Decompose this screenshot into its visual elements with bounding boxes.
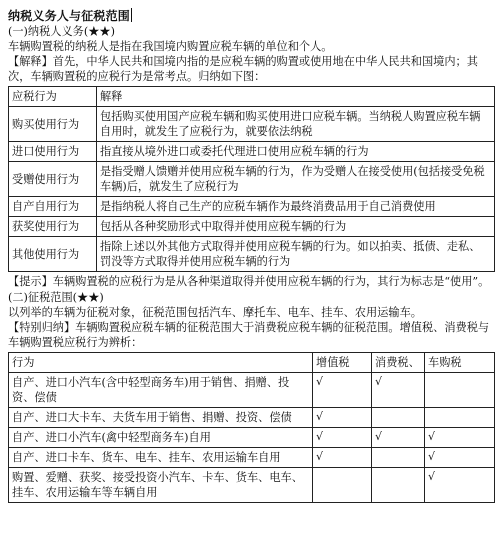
table-header-row	[9, 87, 495, 107]
table-cell-explanation: 包括购买使用国产应税车辆和购买使用进口应税车辆。当纳税人购置应税车辆自用时，就发生了应税行为，就要依法纳税	[97, 107, 495, 142]
comparison-cell-vat: √	[313, 373, 372, 408]
comparison-header-purchase: 车购税	[425, 353, 495, 373]
taxpayer-definition: 车辆购置税的纳税人是指在我国境内购置应税车辆的单位和个人。	[8, 40, 333, 53]
scope-definition: 以列举的车辆为征税对象，征税范围包括汽车、摩托车、电车、挂车、农用运输车。	[8, 306, 422, 319]
comparison-cell-vat: √	[313, 408, 372, 428]
comparison-cell-consumption: √	[372, 428, 425, 448]
text-cursor	[131, 8, 132, 22]
table-row	[9, 107, 495, 142]
comparison-row	[9, 428, 495, 448]
comparison-cell-purchase: √	[425, 448, 495, 468]
comparison-header-vat: 增值税	[313, 353, 372, 373]
tip-text: 【提示】车辆购置税的应税行为是从各种渠道取得并使用应税车辆的行为，其行为标志是“使用”。	[8, 275, 490, 288]
tax-comparison-table	[8, 352, 495, 503]
section-scope	[8, 290, 495, 350]
table-cell-behavior: 购买使用行为	[9, 107, 97, 142]
table-row	[9, 162, 495, 197]
table-row	[9, 142, 495, 162]
comparison-header-consumption: 消费税、	[372, 353, 425, 373]
comparison-cell-behavior: 购置、爱赠、获奖、接受投资小汽车、卡车、货车、电车、挂车、农用运输车等车辆自用	[9, 468, 313, 503]
table-cell-explanation: 包括从各种奖励形式中取得并使用应税车辆的行为	[97, 217, 495, 237]
comparison-cell-vat: √	[313, 428, 372, 448]
comparison-cell-consumption	[372, 408, 425, 428]
title-row	[8, 6, 495, 22]
comparison-row	[9, 448, 495, 468]
table-row	[9, 217, 495, 237]
comparison-cell-behavior: 自产、进口小汽车(含中轻型商务车)用于销售、捐赠、投资、偿债	[9, 373, 313, 408]
comparison-cell-purchase: √	[425, 468, 495, 503]
section-heading-scope: (二)征税范围(★★)	[8, 291, 104, 304]
comparison-cell-consumption	[372, 448, 425, 468]
comparison-cell-purchase	[425, 408, 495, 428]
table-cell-explanation: 指直接从境外进口或委托代理进口使用应税车辆的行为	[97, 142, 495, 162]
comparison-row	[9, 373, 495, 408]
comparison-cell-behavior: 自产、进口卡车、货车、电车、挂车、农用运输车自用	[9, 448, 313, 468]
comparison-cell-vat: √	[313, 448, 372, 468]
comparison-cell-vat	[313, 468, 372, 503]
table-cell-behavior: 受赠使用行为	[9, 162, 97, 197]
table-cell-behavior: 获奖使用行为	[9, 217, 97, 237]
comparison-header-behavior: 行为	[9, 353, 313, 373]
table-cell-explanation: 指除上述以外其他方式取得并使用应税车辆的行为。如以拍卖、抵债、走私、罚没等方式取得并使用应税车辆的行为	[97, 237, 495, 272]
section-heading-taxpayer: (一)纳税人义务(★★)	[8, 25, 115, 38]
table-row	[9, 237, 495, 272]
table-cell-explanation: 是指纳税人将自己生产的应税车辆作为最终消费品用于自己消费使用	[97, 197, 495, 217]
comparison-cell-behavior: 自产、进口小汽车(禽中轻型商务车)自用	[9, 428, 313, 448]
taxpayer-explanation: 【解释】首先，中华人民共和国境内指的是应税车辆的购置或使用地在中华人民共和国境内；其次，车辆购置税的应税行为是常考点。归纳如下图：	[8, 55, 478, 83]
taxable-behavior-table	[8, 86, 495, 272]
comparison-cell-consumption	[372, 468, 425, 503]
comparison-row	[9, 468, 495, 503]
comparison-cell-behavior: 自产、进口大卡车、夫货车用于销售、捐赠、投资、偿债	[9, 408, 313, 428]
comparison-cell-purchase	[425, 373, 495, 408]
comparison-cell-consumption: √	[372, 373, 425, 408]
table-header-behavior: 应税行为	[9, 87, 97, 107]
table-cell-behavior: 自产自用行为	[9, 197, 97, 217]
table-header-explanation: 解释	[97, 87, 495, 107]
comparison-row	[9, 408, 495, 428]
comparison-cell-purchase: √	[425, 428, 495, 448]
table-cell-explanation: 是指受赠人馈赠并使用应税车辆的行为，作为受赠人在接受使用(包括接受免税车辆)后，就发生了应税行为	[97, 162, 495, 197]
comparison-header-row	[9, 353, 495, 373]
special-summary: 【特别归纳】车辆购置税应税车辆的征税范围大于消费税应税车辆的征税范围。增值税、消费税与车辆购置税应税行为辨析：	[8, 321, 490, 349]
page-title: 纳税义务人与征税范围	[8, 9, 131, 23]
table-cell-behavior: 其他使用行为	[9, 237, 97, 272]
table-cell-behavior: 进口使用行为	[9, 142, 97, 162]
section-taxpayer	[8, 24, 495, 84]
table-row	[9, 197, 495, 217]
